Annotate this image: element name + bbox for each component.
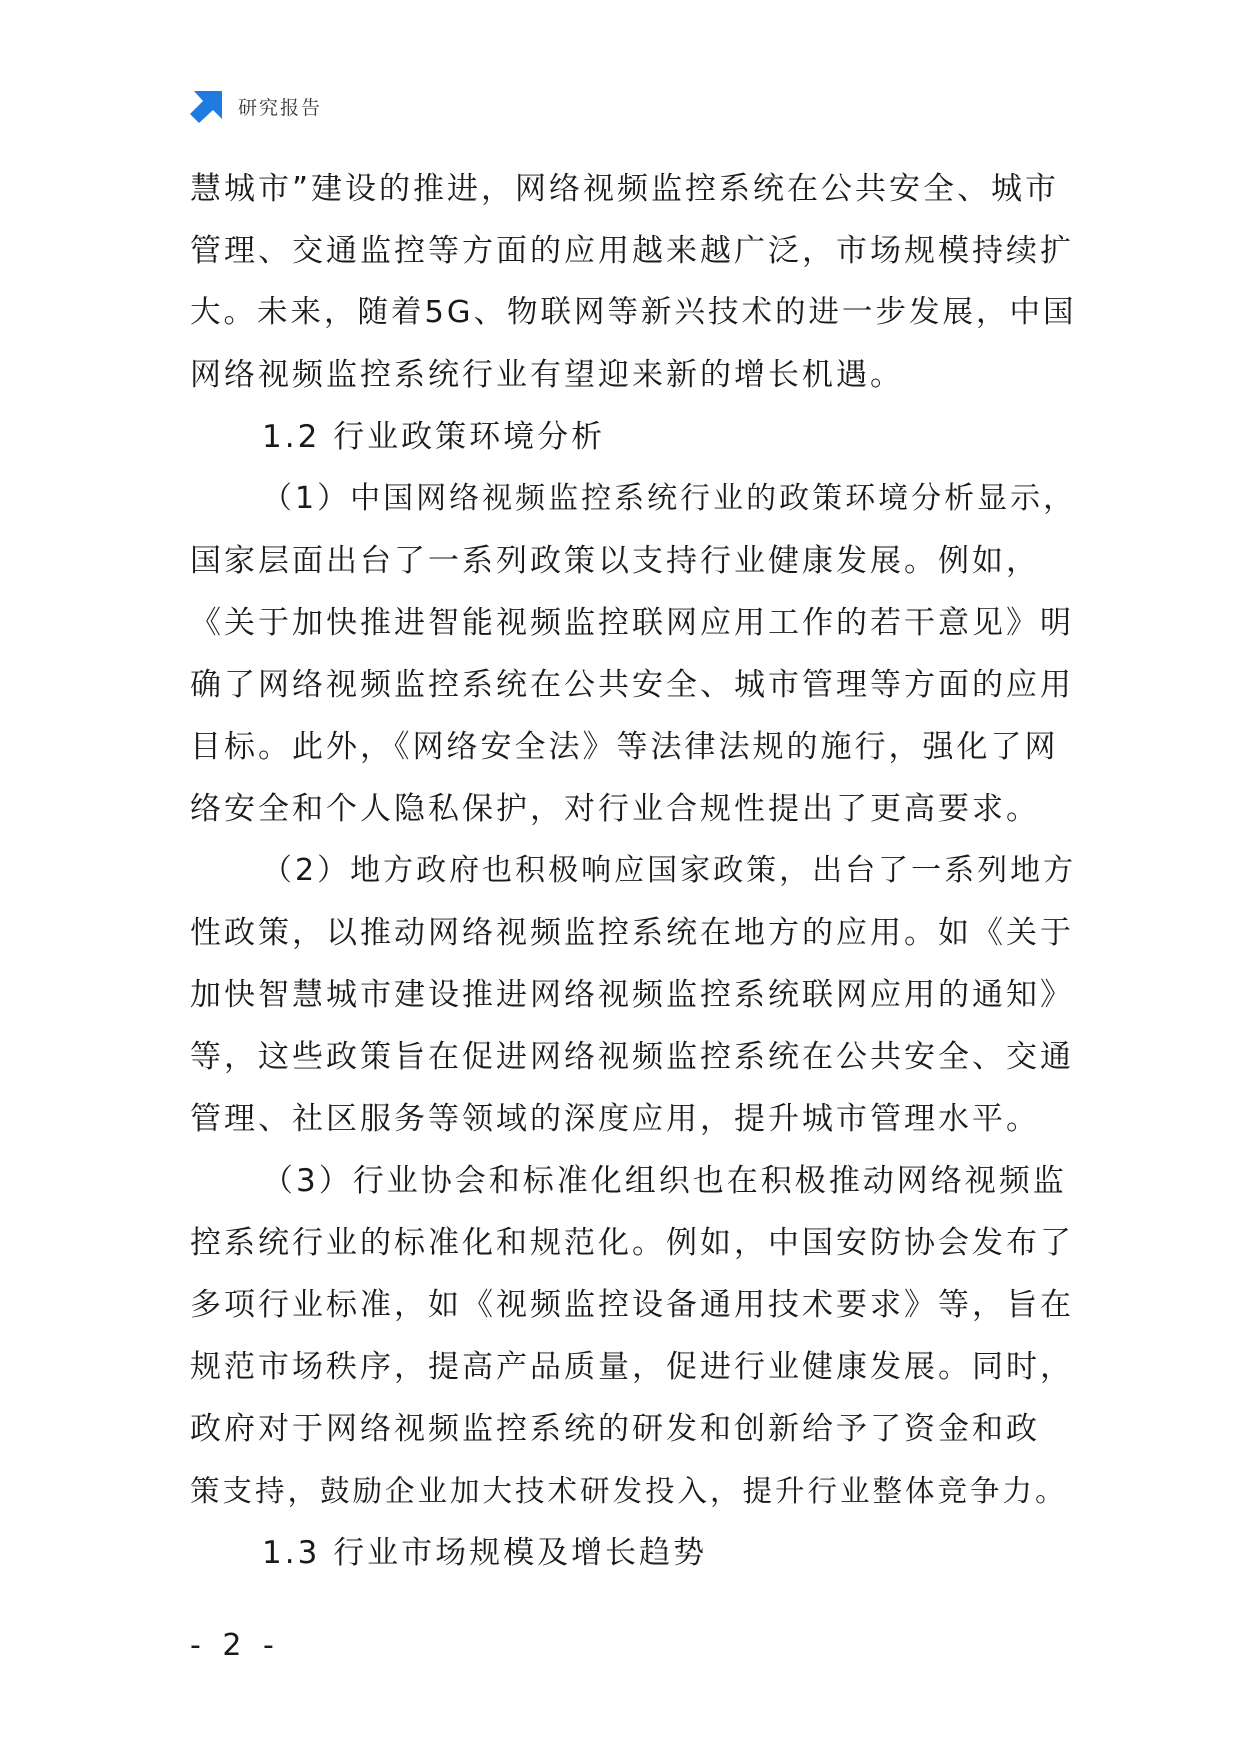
paragraph-line: 规范市场秩序，提高产品质量，促进行业健康发展。同时， — [190, 1349, 1074, 1385]
paragraph-line: 络安全和个人隐私保护，对行业合规性提出了更高要求。 — [190, 791, 1040, 827]
paragraph-line: 策支持，鼓励企业加大技术研发投入，提升行业整体竞争力。 — [190, 1474, 1068, 1508]
paragraph-line: （1）中国网络视频监控系统行业的政策环境分析显示， — [262, 481, 1077, 516]
paragraph-line: 政府对于网络视频监控系统的研发和创新给予了资金和政 — [190, 1411, 1040, 1447]
paragraph-line: 多项行业标准，如《视频监控设备通用技术要求》等，旨在 — [190, 1287, 1074, 1323]
paragraph-line: 等，这些政策旨在促进网络视频监控系统在公共安全、交通 — [190, 1039, 1074, 1075]
paragraph-line: 确了网络视频监控系统在公共安全、城市管理等方面的应用 — [190, 667, 1074, 703]
section-heading-1-2: 1.2 行业政策环境分析 — [262, 419, 606, 455]
paragraph-line: 加快智慧城市建设推进网络视频监控系统联网应用的通知》 — [190, 977, 1074, 1013]
arrow-up-right-icon — [190, 89, 224, 123]
paragraph-line: 管理、社区服务等领域的深度应用，提升城市管理水平。 — [190, 1101, 1040, 1137]
paragraph-line: 网络视频监控系统行业有望迎来新的增长机遇。 — [190, 357, 904, 393]
paragraph-line: 国家层面出台了一系列政策以支持行业健康发展。例如， — [190, 543, 1040, 579]
page-header — [190, 88, 322, 124]
page-number: - 2 - — [190, 1628, 280, 1663]
paragraph-line: 性政策，以推动网络视频监控系统在地方的应用。如《关于 — [190, 915, 1074, 951]
paragraph-line: 大。未来，随着5G、物联网等新兴技术的进一步发展，中国 — [190, 295, 1077, 330]
section-heading-1-3: 1.3 行业市场规模及增长趋势 — [262, 1535, 708, 1571]
header-title: 研究报告 — [238, 96, 323, 119]
paragraph-line: 管理、交通监控等方面的应用越来越广泛，市场规模持续扩 — [190, 233, 1074, 269]
paragraph-line: 目标。此外，《网络安全法》等法律法规的施行，强化了网 — [190, 729, 1059, 765]
paragraph-line: （3）行业协会和标准化组织也在积极推动网络视频监 — [262, 1163, 1067, 1199]
paragraph-line: 慧城市”建设的推进，网络视频监控系统在公共安全、城市 — [190, 171, 1060, 207]
paragraph-line: 控系统行业的标准化和规范化。例如，中国安防协会发布了 — [190, 1225, 1074, 1261]
paragraph-line: 《关于加快推进智能视频监控联网应用工作的若干意见》明 — [190, 605, 1074, 641]
document-body — [190, 158, 1080, 1584]
paragraph-line: （2）地方政府也积极响应国家政策，出台了一系列地方 — [262, 853, 1077, 888]
